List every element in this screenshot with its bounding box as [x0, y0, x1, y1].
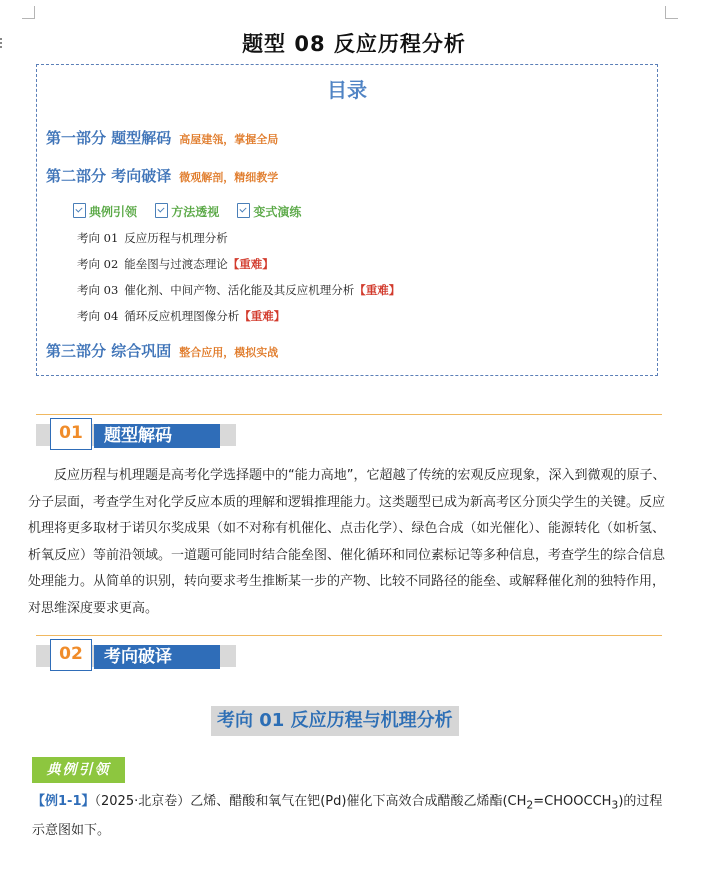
toc-part-3-subtitle: 整合应用，模拟实战: [179, 346, 279, 359]
section-header-02: [36, 635, 662, 675]
section-divider-line: [36, 414, 662, 415]
chip-examples[interactable]: 典例引领: [73, 203, 137, 220]
toc-topic-03[interactable]: 考向 03 催化剂、中间产物、活化能及其反应机理分析【重难】: [77, 283, 401, 297]
toc-part-1-subtitle: 高屋建瓴，掌握全局: [179, 133, 279, 146]
section-number: 02: [50, 639, 92, 671]
crop-mark-top-left: [22, 6, 35, 19]
document-check-icon: [73, 203, 86, 218]
subscript-2: 2: [526, 798, 534, 812]
chip-methods[interactable]: 方法透视: [155, 203, 219, 220]
example-badge: 典例引领: [32, 757, 125, 783]
section-header-01: [36, 414, 662, 454]
example-question: [32, 789, 668, 843]
section-divider-line: [36, 635, 662, 636]
crop-mark-top-right: [665, 6, 678, 19]
chip-practice[interactable]: 变式演练: [237, 203, 301, 220]
intro-paragraph-text: 反应历程与机理题是高考化学选择题中的“能力高地”，它超越了传统的宏观反应现象，深入到微观的原子、分子层面，考查学生对化学反应本质的理解和逻辑推理能力。这类题型已成为新高考区分顶尖学生的关键。反应机理将更多取材于诺贝尔奖成果（如不对称有机催化、点击化学）、绿色合成（如光催化）、能源转化（如析氢、析氧反应）等前沿领域。一道题可能同时结合能垒图、催化循环和同位素标记等多种信息，考查学生的综合信息处理能力。从简单的识别，转向要求考生推断某一步的产物、比较不同路径的能垒、或解释催化剂的独特作用，对思维深度要求更高。: [28, 468, 666, 616]
toc-part-2[interactable]: [46, 165, 278, 186]
example-text-before: （2025·北京卷）乙烯、醋酸和氧气在钯(Pd)催化下高效合成醋酸乙烯酯(CH: [94, 794, 527, 809]
example-tag: 【例1-1】: [32, 794, 95, 809]
toc-part-1-label: 第一部分 题型解码: [46, 129, 172, 147]
toc-part-3-label: 第三部分 综合巩固: [46, 342, 172, 360]
toc-topic-02[interactable]: 考向 02 能垒图与过渡态理论【重难】: [77, 257, 274, 271]
toc-chip-row: [73, 203, 315, 220]
section-number: 01: [50, 418, 92, 450]
example-text-after: )的过程示意图如下。: [32, 794, 663, 838]
section-label: 题型解码: [94, 424, 220, 448]
toc-heading: 目录: [327, 78, 367, 102]
toc-topic-01[interactable]: 考向 01 反应历程与机理分析: [77, 231, 228, 245]
section-label: 考向破译: [94, 645, 220, 669]
document-check-icon: [237, 203, 250, 218]
intro-paragraph: [28, 463, 668, 622]
topic-title: 考向 01 反应历程与机理分析: [211, 706, 459, 736]
toc-part-2-subtitle: 微观解剖，精细教学: [179, 171, 279, 184]
toc-part-2-label: 第二部分 考向破译: [46, 167, 172, 185]
example-text-mid: =CHOOCCH: [533, 794, 612, 809]
toc-topic-04[interactable]: 考向 04 循环反应机理图像分析【重难】: [77, 309, 286, 323]
subscript-3: 3: [611, 798, 619, 812]
document-title: 题型 08 反应历程分析: [242, 32, 466, 56]
document-check-icon: [155, 203, 168, 218]
table-of-contents: [36, 64, 658, 376]
toc-part-1[interactable]: [46, 127, 278, 148]
toc-part-3[interactable]: [46, 340, 278, 361]
